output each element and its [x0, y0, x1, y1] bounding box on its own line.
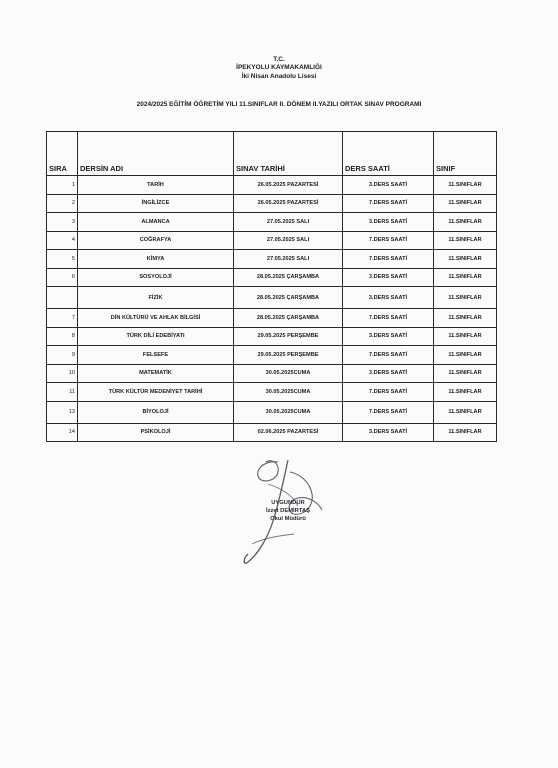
grade-level: 11.SINIFLAR [434, 327, 497, 346]
signature-approval: UYGUNDUR [271, 500, 305, 506]
class-period: 3.DERS SAATİ [343, 268, 434, 287]
grade-level: 11.SINIFLAR [434, 364, 497, 383]
class-period: 7.DERS SAATİ [343, 231, 434, 250]
class-period: 3.DERS SAATİ [343, 423, 434, 442]
column-header-date: SINAV TARİHİ [234, 132, 343, 176]
exam-date: 28.05.2025 ÇARŞAMBA [234, 287, 343, 309]
row-number: 9 [47, 346, 78, 365]
class-period: 3.DERS SAATİ [343, 287, 434, 309]
exam-date: 27.05.2025 SALI [234, 231, 343, 250]
course-name: FELSEFE [78, 346, 234, 365]
exam-date: 30.05.2025CUMA [234, 364, 343, 383]
table-row [47, 423, 497, 442]
table-row [47, 250, 497, 269]
exam-date: 02.06.2025 PAZARTESİ [234, 423, 343, 442]
grade-level: 11.SINIFLAR [434, 287, 497, 309]
column-header-course: DERSİN ADI [78, 132, 234, 176]
grade-level: 11.SINIFLAR [434, 268, 497, 287]
course-name: DİN KÜLTÜRÜ VE AHLAK BİLGİSİ [78, 309, 234, 328]
row-number: 14 [47, 423, 78, 442]
grade-level: 11.SINIFLAR [434, 346, 497, 365]
table-row [47, 327, 497, 346]
row-number: 13 [47, 401, 78, 423]
header-line-tc: T.C. [273, 56, 285, 63]
course-name: PSİKOLOJİ [78, 423, 234, 442]
document-title: 2024/2025 EĞİTİM ÖĞRETİM YILI 11.SINIFLAR II. DÖNEM II.YAZILI ORTAK SINAV PROGRAMI [136, 101, 422, 108]
grade-level: 11.SINIFLAR [434, 213, 497, 232]
table-row [47, 346, 497, 365]
exam-date: 28.05.2025 ÇARŞAMBA [234, 268, 343, 287]
column-header-period: DERS SAATİ [343, 132, 434, 176]
row-number: 4 [47, 231, 78, 250]
header-line-district: İPEKYOLU KAYMAKAMLIĞI [236, 64, 322, 71]
row-number: 1 [47, 176, 78, 195]
grade-level: 11.SINIFLAR [434, 231, 497, 250]
exam-date: 29.05.2025 PERŞEMBE [234, 346, 343, 365]
grade-level: 11.SINIFLAR [434, 194, 497, 213]
column-header-sira: SIRA [47, 132, 78, 176]
row-number: 5 [47, 250, 78, 269]
exam-date: 29.05.2025 PERŞEMBE [234, 327, 343, 346]
row-number: 7 [47, 309, 78, 328]
class-period: 7.DERS SAATİ [343, 401, 434, 423]
signature-principal-title: Okul Müdürü [270, 516, 306, 522]
class-period: 3.DERS SAATİ [343, 364, 434, 383]
grade-level: 11.SINIFLAR [434, 176, 497, 195]
row-number: 3 [47, 213, 78, 232]
row-number [47, 287, 78, 309]
grade-level: 11.SINIFLAR [434, 250, 497, 269]
table-row [47, 176, 497, 195]
table-row [47, 268, 497, 287]
grade-level: 11.SINIFLAR [434, 423, 497, 442]
course-name: FİZİK [78, 287, 234, 309]
header-line-school: İki Nisan Anadolu Lisesi [241, 73, 317, 80]
course-name: ALMANCA [78, 213, 234, 232]
row-number: 6 [47, 268, 78, 287]
course-name: KİMYA [78, 250, 234, 269]
class-period: 3.DERS SAATİ [343, 176, 434, 195]
class-period: 7.DERS SAATİ [343, 383, 434, 402]
grade-level: 11.SINIFLAR [434, 383, 497, 402]
course-name: SOSYOLOJİ [78, 268, 234, 287]
table-row [47, 194, 497, 213]
row-number: 2 [47, 194, 78, 213]
table-row [47, 383, 497, 402]
table-row [47, 213, 497, 232]
exam-date: 27.05.2025 SALI [234, 213, 343, 232]
table-row [47, 287, 497, 309]
row-number: 8 [47, 327, 78, 346]
exam-date: 30.05.2025CUMA [234, 383, 343, 402]
course-name: İNGİLİZCE [78, 194, 234, 213]
course-name: BİYOLOJİ [78, 401, 234, 423]
course-name: TARİH [78, 176, 234, 195]
exam-schedule-table [46, 131, 497, 442]
grade-level: 11.SINIFLAR [434, 309, 497, 328]
table-row [47, 364, 497, 383]
class-period: 7.DERS SAATİ [343, 250, 434, 269]
exam-date: 28.05.2025 ÇARŞAMBA [234, 309, 343, 328]
signature-principal-name: İzzet DEMİRTAŞ [265, 508, 310, 514]
row-number: 11 [47, 383, 78, 402]
exam-date: 27.05.2025 SALI [234, 250, 343, 269]
exam-date: 26.05.2025 PAZARTESİ [234, 176, 343, 195]
table-row [47, 309, 497, 328]
class-period: 7.DERS SAATİ [343, 346, 434, 365]
class-period: 7.DERS SAATİ [343, 309, 434, 328]
class-period: 7.DERS SAATİ [343, 194, 434, 213]
column-header-class: SINIF [434, 132, 497, 176]
exam-date: 26.05.2025 PAZARTESİ [234, 194, 343, 213]
table-row [47, 401, 497, 423]
exam-date: 30.05.2025CUMA [234, 401, 343, 423]
course-name: TÜRK DİLİ EDEBİYATI [78, 327, 234, 346]
row-number: 10 [47, 364, 78, 383]
course-name: MATEMATİK [78, 364, 234, 383]
course-name: TÜRK KÜLTÜR MEDENİYET TARİHİ [78, 383, 234, 402]
table-row [47, 231, 497, 250]
class-period: 3.DERS SAATİ [343, 327, 434, 346]
grade-level: 11.SINIFLAR [434, 401, 497, 423]
course-name: COĞRAFYA [78, 231, 234, 250]
class-period: 3.DERS SAATİ [343, 213, 434, 232]
